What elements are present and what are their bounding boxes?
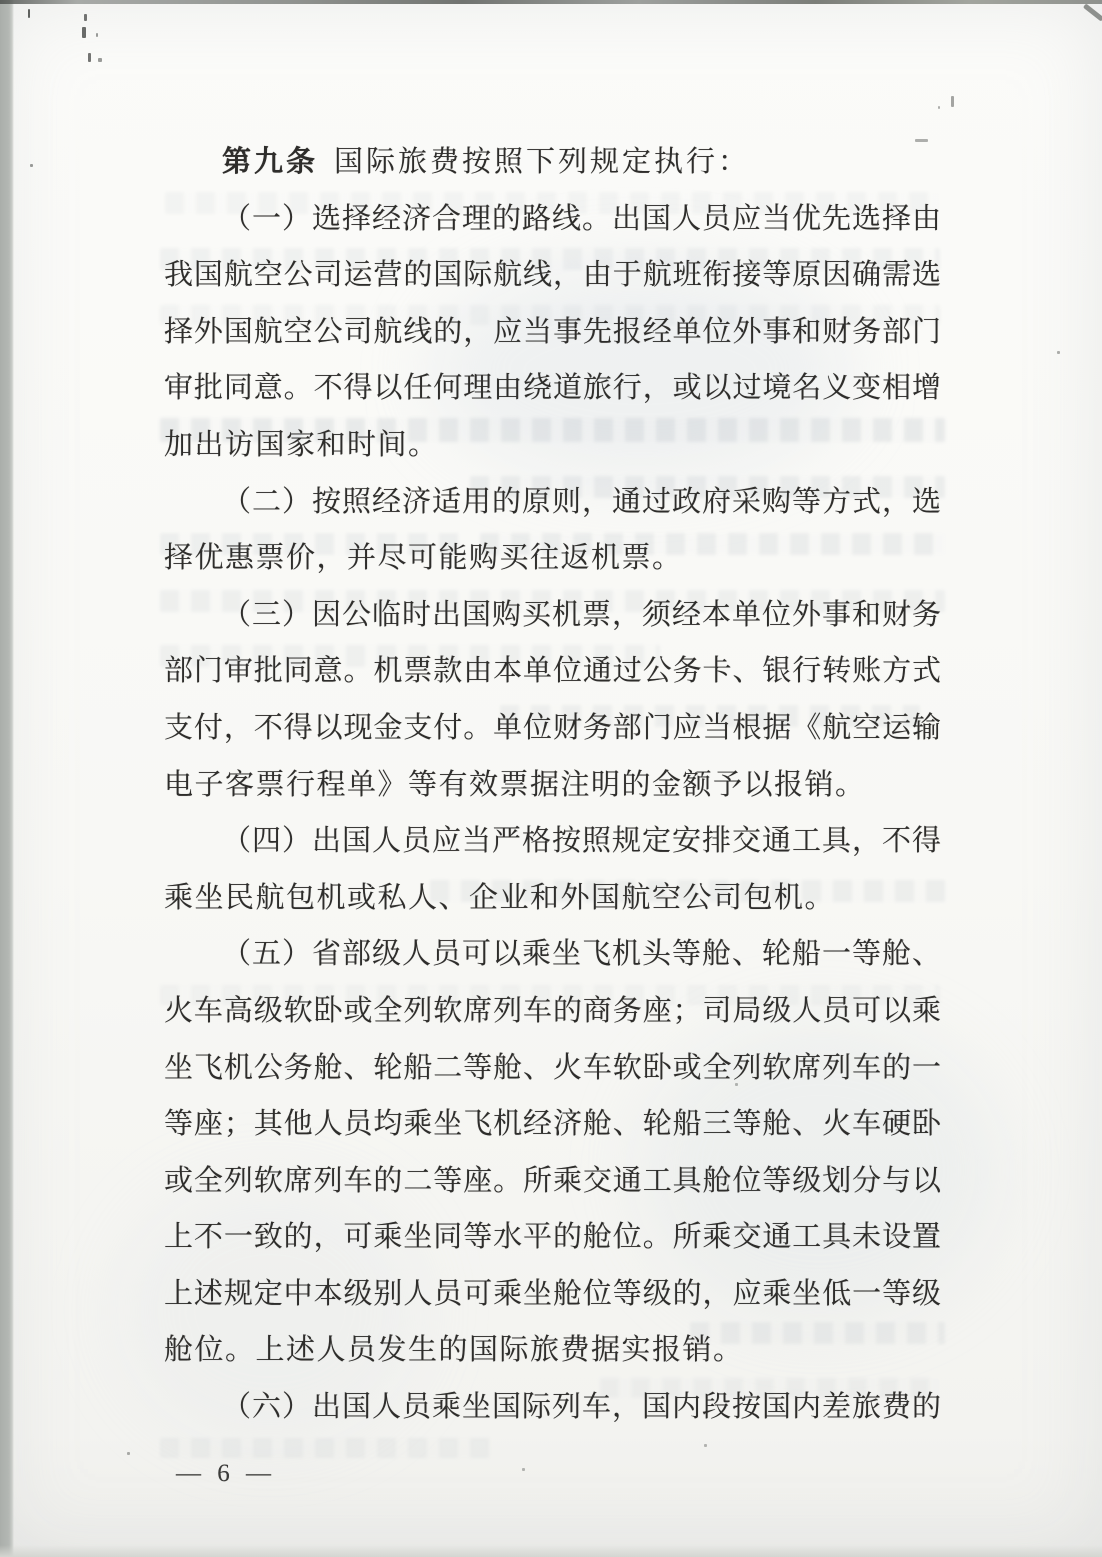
text-line: （三）因公临时出国购买机票，须经本单位外事和财务 (222, 598, 941, 631)
text-line: 电子客票行程单》等有效票据注明的金额予以报销。 (164, 768, 866, 801)
ink-speck (84, 14, 87, 21)
text-line: 审批同意。不得以任何理由绕道旅行，或以过境名义变相增 (164, 372, 941, 405)
ink-speck (96, 33, 98, 37)
ink-speck (735, 1083, 738, 1086)
scan-edge-left (0, 0, 14, 1557)
text-line: 火车高级软卧或全列软席列车的商务座；司局级人员可以乘 (164, 994, 941, 1027)
page-number: — 6 — (176, 1460, 276, 1487)
text-line: 加出访国家和时间。 (164, 428, 439, 461)
ink-speck (82, 27, 86, 38)
text-line: 上不一致的，可乘坐同等水平的舱位。所乘交通工具未设置 (164, 1221, 941, 1254)
bleed-through-mark (160, 1438, 490, 1458)
text-line: 择优惠票价，并尽可能购买往返机票。 (164, 542, 683, 575)
text-line: （一）选择经济合理的路线。出国人员应当优先选择由 (222, 202, 941, 235)
text-line: （二）按照经济适用的原则，通过政府采购等方式，选 (222, 485, 941, 518)
ink-speck (30, 164, 33, 167)
ink-speck (915, 139, 928, 142)
text-line: 支付，不得以现金支付。单位财务部门应当根据《航空运输 (164, 711, 941, 744)
text-line: 我国航空公司运营的国际航线，由于航班衔接等原因确需选 (164, 259, 941, 292)
text-line: 乘坐民航包机或私人、企业和外国航空公司包机。 (164, 881, 836, 914)
text-line: 部门审批同意。机票款由本单位通过公务卡、银行转账方式 (164, 655, 941, 688)
text-line: 或全列软席列车的二等座。所乘交通工具舱位等级划分与以 (164, 1164, 941, 1197)
text-run: 国际旅费按照下列规定执行： (334, 146, 751, 178)
scan-corner-mark (1083, 3, 1102, 21)
scan-edge-top (0, 0, 1102, 4)
text-line (164, 134, 941, 191)
ink-speck (951, 96, 954, 107)
text-line: （四）出国人员应当严格按照规定安排交通工具，不得 (222, 825, 941, 858)
article-number-bold: 第九条 (222, 146, 319, 178)
ink-speck (1057, 351, 1060, 354)
text-line: 舱位。上述人员发生的国际旅费据实报销。 (164, 1334, 744, 1367)
text-line: （五）省部级人员可以乘坐飞机头等舱、轮船一等舱、 (222, 938, 941, 971)
ink-speck (98, 58, 102, 62)
ink-speck (28, 9, 30, 18)
ink-speck (88, 53, 91, 62)
ink-speck (127, 1452, 130, 1455)
ink-speck (938, 106, 940, 109)
text-line: 坐飞机公务舱、轮船二等舱、火车软卧或全列软席列车的一 (164, 1051, 941, 1084)
text-line: （六）出国人员乘坐国际列车，国内段按国内差旅费的 (222, 1391, 941, 1424)
scan-edge-bottom (0, 1545, 1102, 1557)
text-line: 择外国航空公司航线的，应当事先报经单位外事和财务部门 (164, 315, 941, 348)
ink-speck (704, 1444, 707, 1447)
text-line: 上述规定中本级别人员可乘坐舱位等级的，应乘坐低一等级 (164, 1277, 941, 1310)
ink-speck (522, 1468, 525, 1471)
article-body (164, 134, 941, 1436)
text-line: 等座；其他人员均乘坐飞机经济舱、轮船三等舱、火车硬卧 (164, 1108, 941, 1141)
